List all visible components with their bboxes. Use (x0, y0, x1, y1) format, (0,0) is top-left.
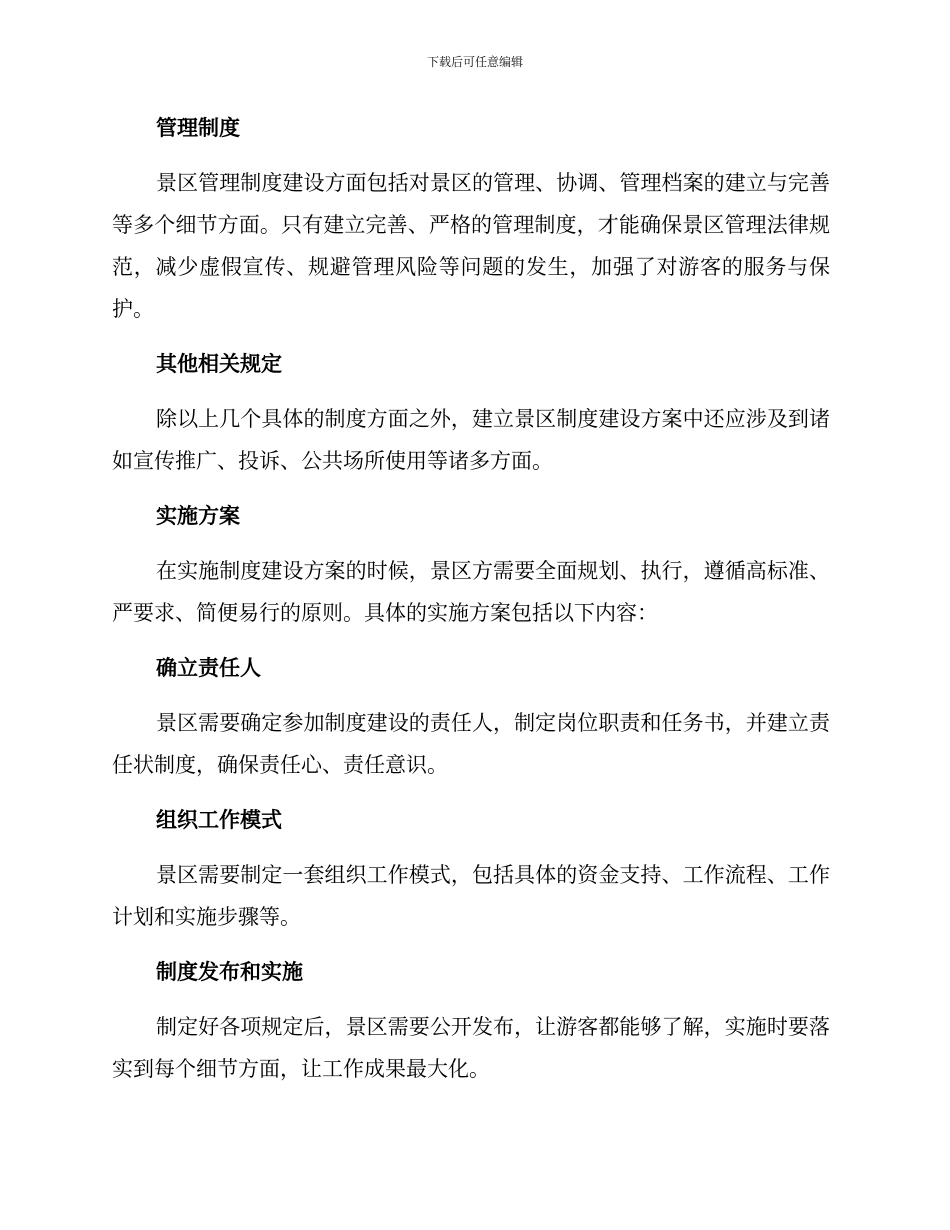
document-body (112, 108, 830, 1104)
page-header: 下载后可任意编辑 (426, 55, 523, 69)
section-title-management: 管理制度 (156, 116, 240, 140)
section-title-work-mode: 组织工作模式 (156, 808, 282, 832)
section-paragraph-implementation: 在实施制度建设方案的时候，景区方需要全面规划、执行，遵循高标准、严要求、简便易行的原则。具体的实施方案包括以下内容： (112, 559, 830, 625)
section-paragraph-responsible-person: 景区需要确定参加制度建设的责任人，制定岗位职责和任务书，并建立责任状制度，确保责任心、责任意识。 (112, 711, 830, 777)
section-title-publish-implement: 制度发布和实施 (156, 960, 303, 984)
section-paragraph-management: 景区管理制度建设方面包括对景区的管理、协调、管理档案的建立与完善等多个细节方面。只有建立完善、严格的管理制度，才能确保景区管理法律规范，减少虚假宣传、规避管理风险等问题的发生，加强了对游客的服务与保护。 (112, 171, 830, 321)
section-paragraph-other-rules: 除以上几个具体的制度方面之外，建立景区制度建设方案中还应涉及到诸如宣传推广、投诉、公共场所使用等诸多方面。 (112, 407, 830, 473)
section-paragraph-work-mode: 景区需要制定一套组织工作模式，包括具体的资金支持、工作流程、工作计划和实施步骤等。 (112, 863, 830, 929)
section-title-responsible-person: 确立责任人 (156, 656, 261, 680)
section-paragraph-publish-implement: 制定好各项规定后，景区需要公开发布，让游客都能够了解，实施时要落实到每个细节方面，让工作成果最大化。 (112, 1015, 830, 1081)
section-title-other-rules: 其他相关规定 (156, 352, 282, 376)
section-title-implementation: 实施方案 (156, 504, 240, 528)
